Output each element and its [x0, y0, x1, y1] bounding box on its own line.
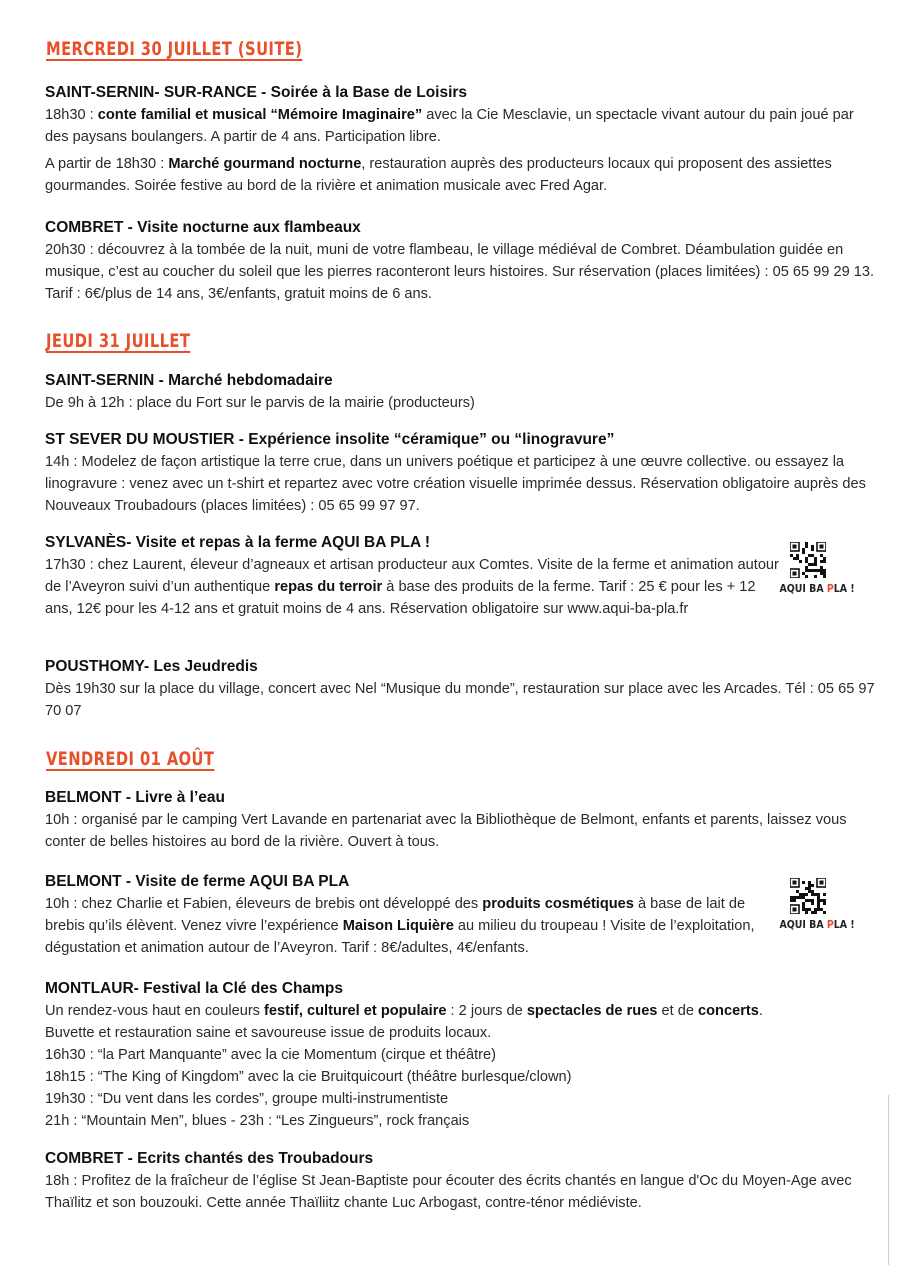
event-belmont-livre — [45, 789, 875, 853]
scan-edge-line — [888, 1095, 889, 1265]
event-text: De 9h à 12h : place du Fort sur le parvis de la mairie (producteurs) — [45, 395, 475, 411]
event-text: 14h : Modelez de façon artistique la terre crue, dans un univers poétique et participez à une œuvre collective. ou essayez la linogravure : venez avec un t-shirt et repartez avec votre création visuelle imprimée dessus. Réservation obligatoire auprès des Nouveaux Troubadours (places limitées) : 05 65 99 97 97. — [45, 454, 866, 514]
event-title: SAINT-SERNIN- SUR-RANCE - Soirée à la Base de Loisirs — [45, 84, 468, 101]
event-sylvanes — [45, 534, 785, 620]
event-text: Un rendez-vous haut en couleurs festif, culturel et populaire : 2 jours de spectacles de rues et de concerts. — [45, 1003, 763, 1019]
event-text: 17h30 : chez Laurent, éleveur d’agneaux et artisan producteur aux Comtes. Visite de la ferme et animation autour de l’Aveyron suivi d’un authentique repas du terroir à base des produits de la ferme. Tarif : 25 € pour les + 12 ans, 12€ pour les 4-12 ans et gratuit moins de 4 ans. Réservation obligatoire sur www.aqui-ba-pla.fr — [45, 557, 779, 617]
event-st-sever — [45, 431, 875, 517]
day-heading-fri-01: VENDREDI 01 AOÛT — [46, 748, 215, 770]
event-title: BELMONT - Visite de ferme AQUI BA PLA — [45, 873, 350, 890]
qr-code-icon — [790, 878, 826, 914]
event-text: Dès 19h30 sur la place du village, concert avec Nel “Musique du monde”, restauration sur place avec les Arcades. Tél : 05 65 97 70 07 — [45, 681, 875, 719]
event-pousthomy — [45, 658, 875, 722]
aqui-ba-pla-logo: AQUI BA PLA ! — [779, 918, 855, 931]
event-combret-flambeaux — [45, 219, 875, 305]
event-text: 18h30 : conte familial et musical “Mémoire Imaginaire” avec la Cie Mesclavie, un spectacle vivant autour du pain joué par des paysans boulangers. A partir de 4 ans. Participation libre. — [45, 107, 854, 145]
event-title: ST SEVER DU MOUSTIER - Expérience insolite “céramique” ou “linogravure” — [45, 431, 615, 448]
event-title: SYLVANÈS- Visite et repas à la ferme AQUI BA PLA ! — [45, 534, 431, 551]
event-text: 10h : organisé par le camping Vert Lavande en partenariat avec la Bibliothèque de Belmont, enfants et parents, laissez vous conter de belles histoires au bord de la rivière. Ouvert à tous. — [45, 812, 847, 850]
event-schedule-line: 16h30 : “la Part Manquante” avec la cie Momentum (cirque et théâtre) — [45, 1047, 497, 1063]
event-schedule-line: 18h15 : “The King of Kingdom” avec la cie Bruitquicourt (théâtre burlesque/clown) — [45, 1069, 572, 1085]
event-title: COMBRET - Visite nocturne aux flambeaux — [45, 219, 361, 236]
day-heading-thu-31: JEUDI 31 JUILLET — [46, 330, 191, 352]
event-schedule-line: 21h : “Mountain Men”, blues - 23h : “Les Zingueurs”, rock français — [45, 1113, 470, 1129]
event-title: BELMONT - Livre à l’eau — [45, 789, 226, 806]
event-sernin-rance — [45, 84, 875, 197]
qr-code-icon — [790, 542, 826, 578]
event-text: 18h : Profitez de la fraîcheur de l’église St Jean-Baptiste pour écouter des écrits chantés en langue d'Oc du Moyen-Age avec Thaïlitz et son bouzouki. Cette année Thaïliitz chante Luc Arbogast, contre-ténor médiéviste. — [45, 1173, 852, 1211]
aqui-ba-pla-logo: AQUI BA PLA ! — [779, 582, 855, 595]
day-heading-wed-30: MERCREDI 30 JUILLET (SUITE) — [46, 38, 303, 60]
event-sernin-marche — [45, 372, 875, 414]
event-text: 10h : chez Charlie et Fabien, éleveurs de brebis ont développé des produits cosmétiques à base de lait de brebis qu’ils élèvent. Venez vivre l’expérience Maison Liquière au milieu du troupeau ! Visite de l’exploitation, dégustation et animation autour de l’Aveyron. Tarif : 8€/adultes, 4€/enfants. — [45, 896, 755, 956]
event-text: A partir de 18h30 : Marché gourmand nocturne, restauration auprès des producteurs locaux qui proposent des assiettes gourmandes. Soirée festive au bord de la rivière et animation musicale avec Fred Agar. — [45, 156, 832, 194]
event-title: POUSTHOMY- Les Jeudredis — [45, 658, 258, 675]
event-title: MONTLAUR- Festival la Clé des Champs — [45, 980, 344, 997]
event-title: COMBRET - Ecrits chantés des Troubadours — [45, 1150, 374, 1167]
event-text: 20h30 : découvrez à la tombée de la nuit, muni de votre flambeau, le village médiéval de Combret. Déambulation guidée en musique, c’est au coucher du soleil que les pierres raconteront leurs histoires. Sur réservation (places limitées) : 05 65 99 29 13. Tarif : 6€/plus de 14 ans, 3€/enfants, gratuit moins de 6 ans. — [45, 242, 875, 302]
event-belmont-ferme — [45, 873, 785, 959]
qr-block-sylvanes — [778, 542, 855, 595]
event-schedule-line: 19h30 : “Du vent dans les cordes”, groupe multi-instrumentiste — [45, 1091, 449, 1107]
event-text: Buvette et restauration saine et savoureuse issue de produits locaux. — [45, 1025, 492, 1041]
event-title: SAINT-SERNIN - Marché hebdomadaire — [45, 372, 333, 389]
event-montlaur — [45, 980, 875, 1132]
qr-block-belmont — [778, 878, 855, 931]
event-combret-troubadours — [45, 1150, 875, 1214]
